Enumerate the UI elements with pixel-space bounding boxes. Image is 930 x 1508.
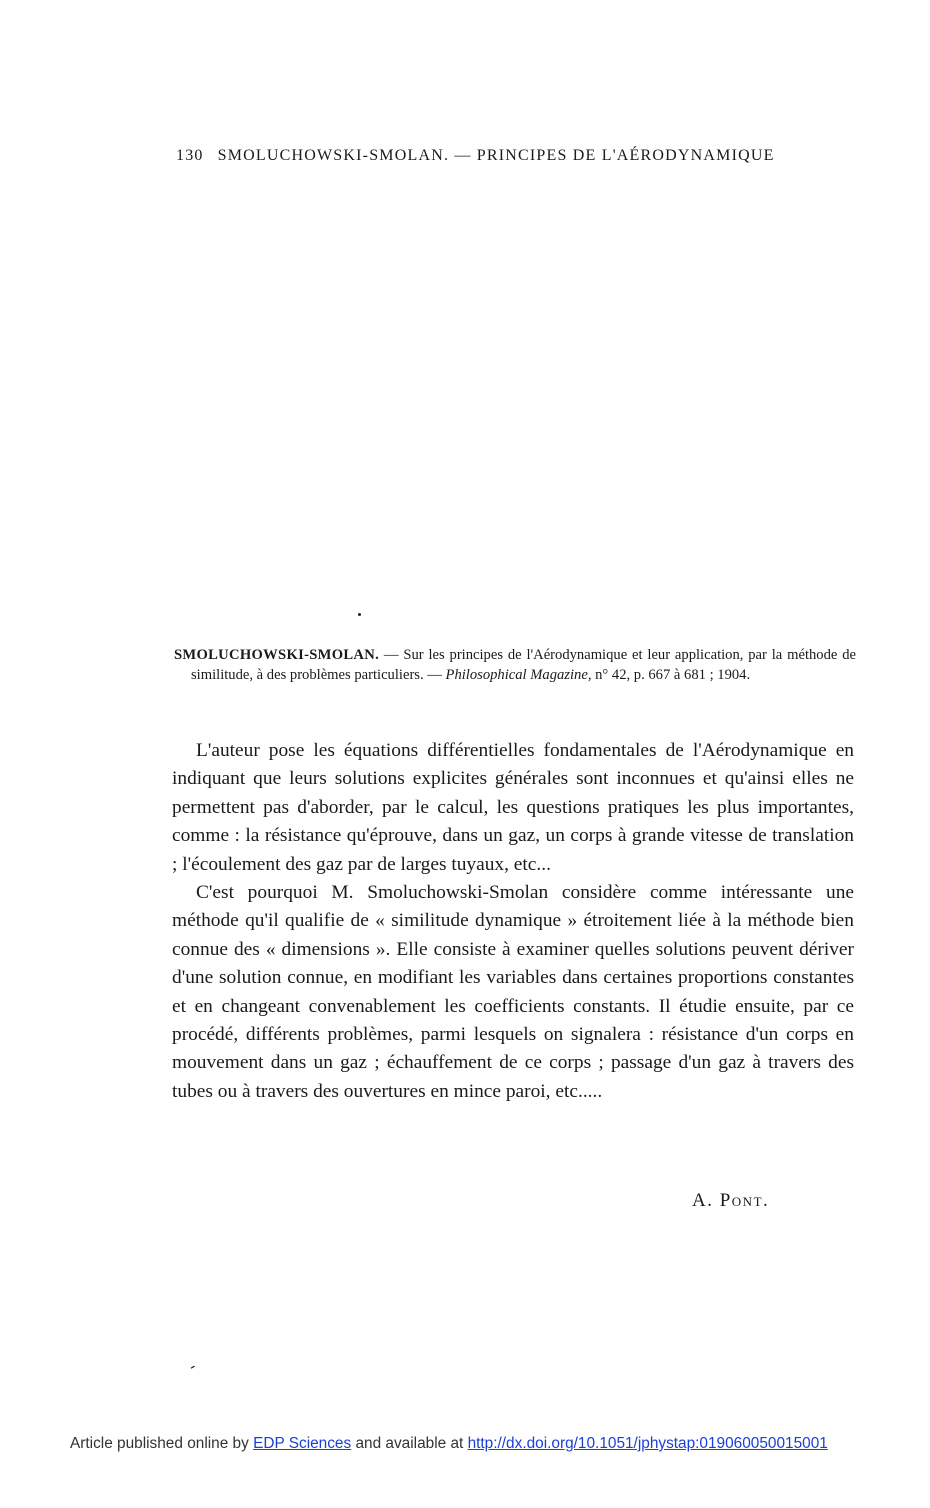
reference-title: — Sur les principes de l'Aérodynamique et leur application, par la méthode de similitude, à des problèmes particuliers. —	[191, 647, 856, 683]
bibliographic-reference	[174, 645, 856, 685]
article-body	[172, 737, 854, 1106]
footer-prefix: Article published online by	[70, 1435, 254, 1452]
signature: A. Pont.	[692, 1190, 770, 1211]
stray-dot	[358, 613, 361, 616]
publisher-link[interactable]: EDP Sciences	[253, 1435, 352, 1452]
reference-journal: Philosophical Magazine	[445, 667, 588, 683]
paragraph-1: L'auteur pose les équations différentielles fondamentales de l'Aérodynamique en indiquant que leurs solutions explicites générales sont inconnues et qu'ainsi elles ne permettent pas d'aborder, par le calcul, les questions pratiques les plus importantes, comme : la résistance qu'éprouve, dans un gaz, un corps à grande vitesse de translation ; l'écoulement des gaz par de larges tuyaux, etc...	[172, 740, 854, 875]
reference-details: , n° 42, p. 667 à 681 ; 1904.	[587, 667, 751, 683]
doi-link[interactable]: http://dx.doi.org/10.1051/jphystap:019060050015001	[467, 1435, 828, 1452]
running-head	[176, 147, 856, 165]
footer-middle: and available at	[351, 1435, 468, 1452]
reference-author: SMOLUCHOWSKI-SMOLAN.	[174, 647, 380, 663]
running-head-title: SMOLUCHOWSKI-SMOLAN. — PRINCIPES DE L'AÉRODYNAMIQUE	[217, 147, 775, 164]
page-number: 130	[176, 147, 204, 164]
publication-footer	[70, 1435, 828, 1453]
stray-mark: -	[185, 1357, 199, 1376]
paragraph-2: C'est pourquoi M. Smoluchowski-Smolan considère comme intéressante une méthode qu'il qualifie de « similitude dynamique » étroitement liée à la méthode bien connue des « dimensions ». Elle consiste à examiner quelles solutions peuvent dériver d'une solution connue, en modifiant les variables dans certaines proportions constantes et en changeant convenablement les coefficients constants. Il étudie ensuite, par ce procédé, différents problèmes, parmi lesquels on signalera : résistance d'un corps en mouvement dans un gaz ; échauffement de ce corps ; passage d'un gaz à travers des tubes ou à travers des ouvertures en mince paroi, etc.....	[172, 882, 854, 1102]
